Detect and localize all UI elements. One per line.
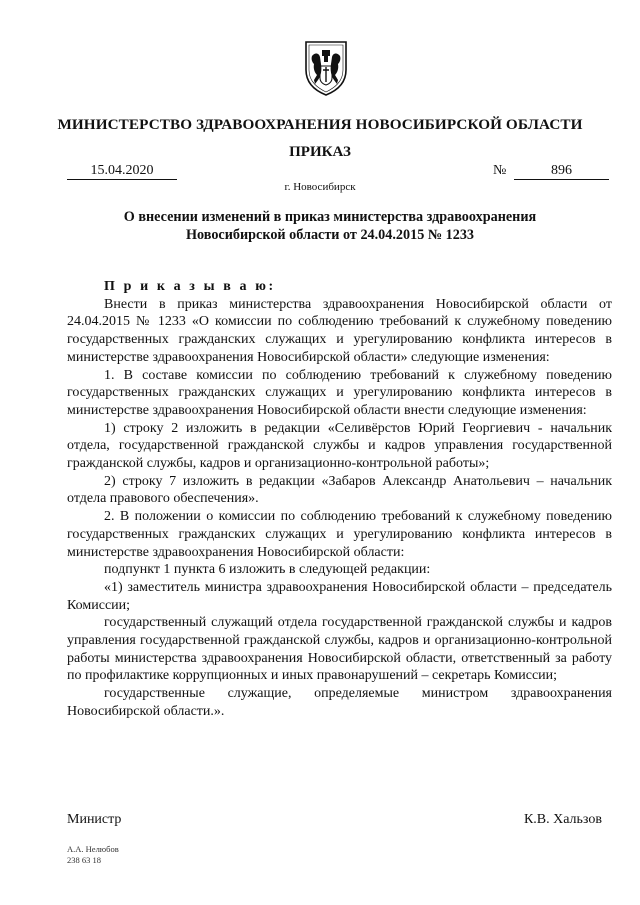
order-body xyxy=(67,278,612,721)
signatory-name: К.В. Хальзов xyxy=(523,812,602,827)
paragraph: 2. В положении о комиссии по соблюдению требований к служебному поведению государственных гражданских служащих и урегулированию конфликта интересов в министерстве здравоохранения Новосибирской области: xyxy=(67,509,612,560)
order-subject xyxy=(60,208,600,244)
city: г. Новосибирск xyxy=(284,181,356,193)
executor-name: А.А. Нелюбов xyxy=(67,844,119,854)
paragraph: 1) строку 2 изложить в редакции «Селивёрстов Юрий Георгиевич - начальник отдела, государственной гражданской службы и кадров управления государственной гражданской службы, кадров и организационно-контрольной работы»; xyxy=(67,420,612,472)
paragraph: Внести в приказ министерства здравоохранения Новосибирской области от 24.04.2015 № 1233 «О комиссии по соблюдению требований к служебному поведению государственных гражданских служащих и урегулированию конфликта интересов в министерстве здравоохранения Новосибирской области» следующие изменения: xyxy=(67,296,612,365)
paragraph: 1. В составе комиссии по соблюдению требований к служебному поведению государственных гражданских служащих и урегулированию конфликта интересов в министерстве здравоохранения Новосибирской области внести следующие изменения: xyxy=(67,367,612,418)
signatory-position: Министр xyxy=(67,812,122,827)
paragraph: государственный служащий отдела государственной гражданской службы и кадров управления государственной гражданской службы, кадров и организационно-контрольной работы министерства здравоохранения Новосибирской области, ответственный за работу по профилактике коррупционных и иных правонарушений – секретарь Комиссии; xyxy=(67,615,612,684)
coat-of-arms-icon xyxy=(302,40,350,96)
subject-line: Новосибирской области от 24.04.2015 № 1233 xyxy=(185,227,475,243)
order-number: 896 xyxy=(514,162,609,180)
paragraph: «1) заместитель министра здравоохранения Новосибирской области – председатель Комиссии; xyxy=(67,579,612,613)
executor-phone: 238 63 18 xyxy=(67,855,101,865)
paragraph: государственные служащие, определяемые министром здравоохранения Новосибирской области.». xyxy=(67,686,612,719)
document-type: ПРИКАЗ xyxy=(289,144,351,160)
paragraph: 2) строку 7 изложить в редакции «Забаров Александр Анатольевич – начальник отдела правового обеспечения». xyxy=(67,473,612,507)
order-date: 15.04.2020 xyxy=(67,162,177,180)
subject-line: О внесении изменений в приказ министерства здравоохранения xyxy=(123,209,537,225)
ministry-name: МИНИСТЕРСТВО ЗДРАВООХРАНЕНИЯ НОВОСИБИРСКОЙ ОБЛАСТИ xyxy=(57,116,583,133)
order-word: П р и к а з ы в а ю: xyxy=(104,279,276,294)
paragraph: подпункт 1 пункта 6 изложить в следующей редакции: xyxy=(104,562,431,578)
number-sign: № xyxy=(493,163,507,178)
executor-info xyxy=(67,844,119,866)
